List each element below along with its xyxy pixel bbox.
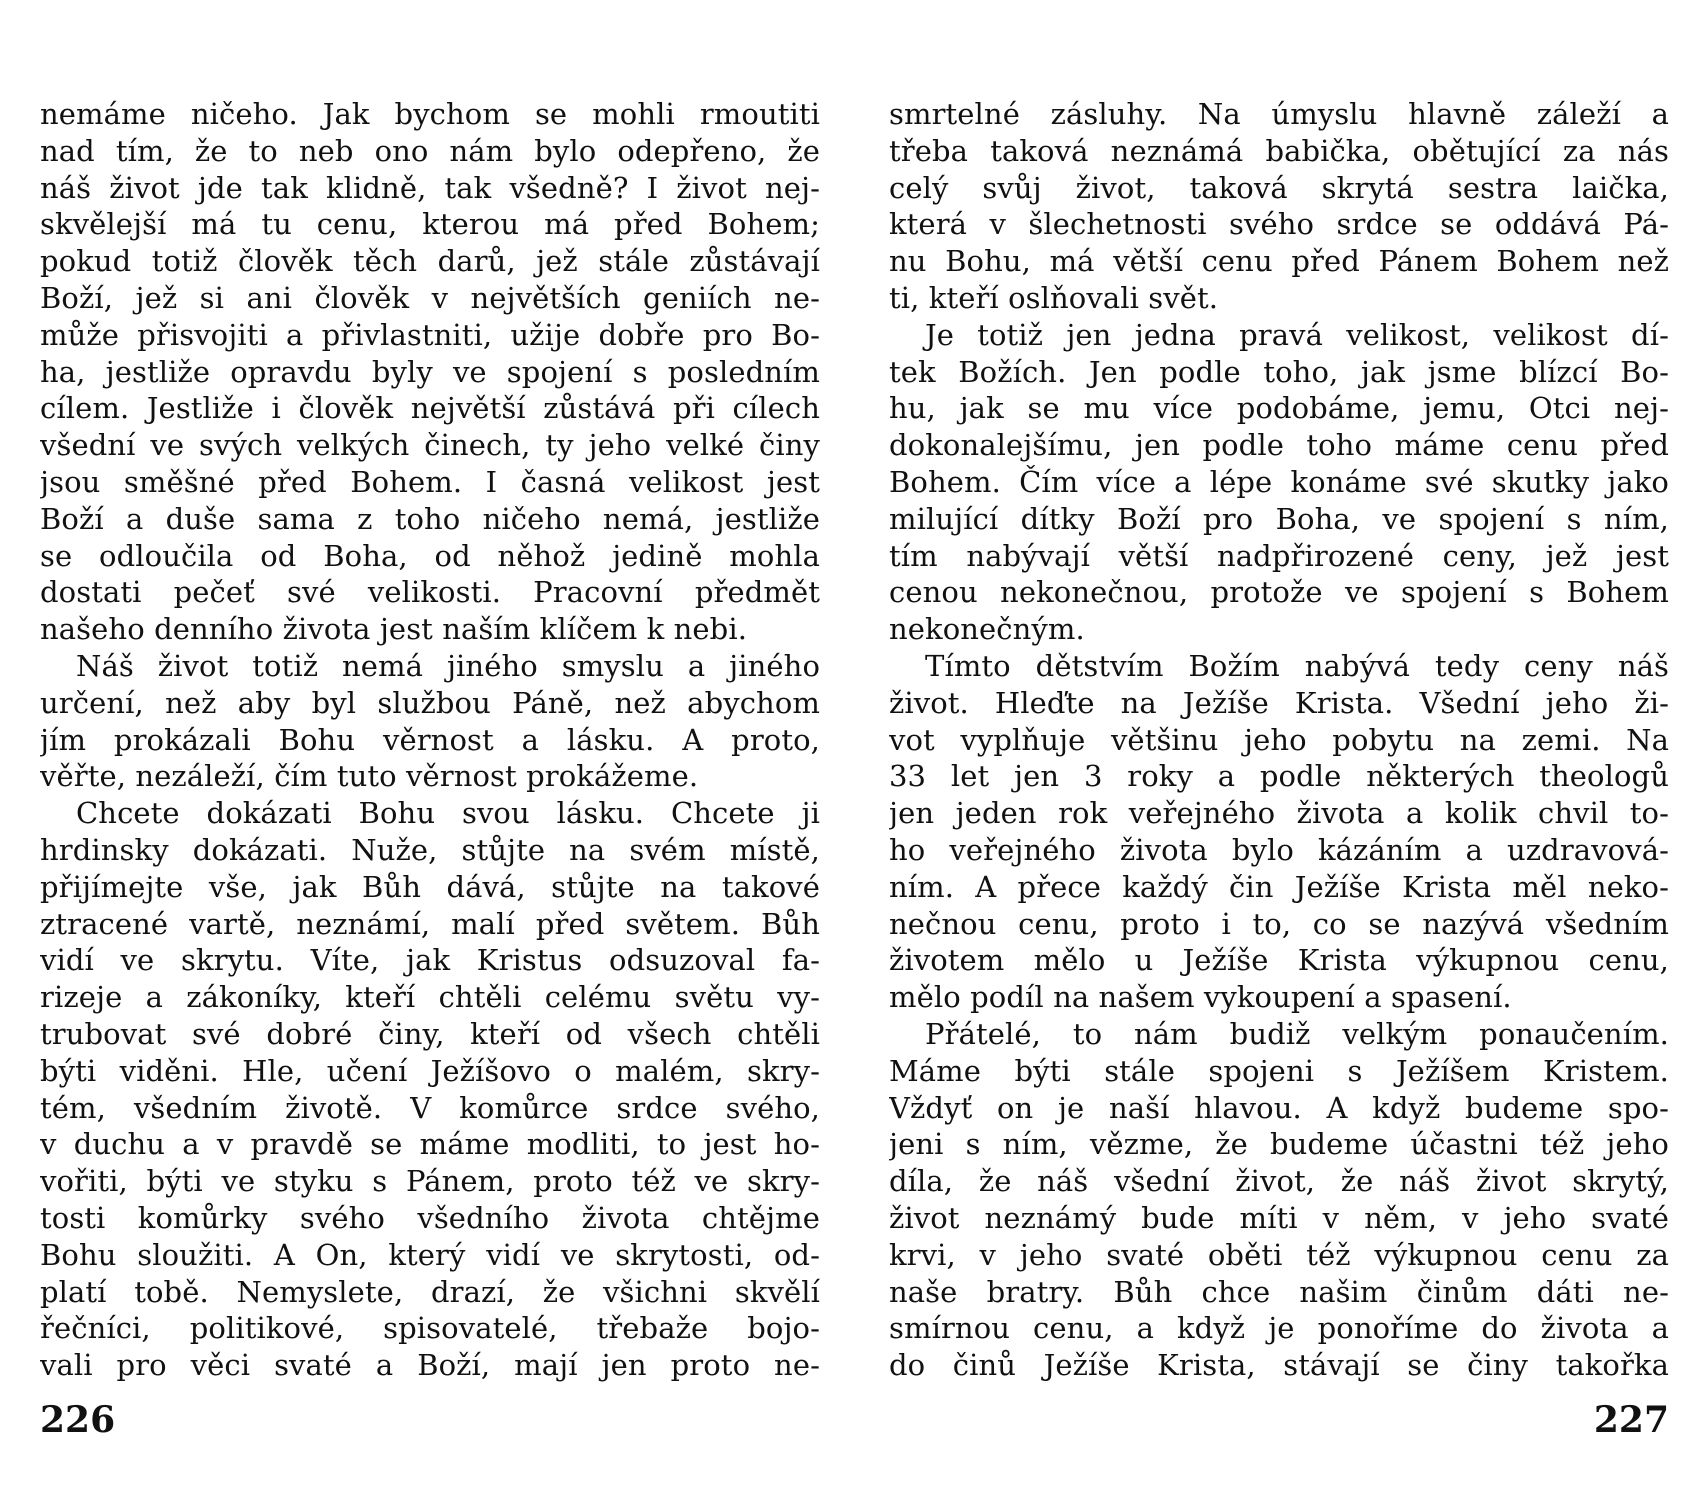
text-line: dostati pečeť své velikosti. Pracovní předmět: [40, 575, 820, 610]
text-line: jím prokázali Bohu věrnost a lásku. A proto,: [40, 722, 820, 757]
text-line: hrdinsky dokázati. Nuže, stůjte na svém místě,: [40, 833, 820, 867]
text-line: Bohem. Čím více a lépe konáme své skutky jako: [889, 465, 1669, 499]
text-line: skvělejší má tu cenu, kterou má před Bohem;: [40, 207, 820, 242]
text-line: Bohu sloužiti. A On, který vidí ve skrytosti, od-: [40, 1237, 820, 1272]
text-line: nu Bohu, má větší cenu před Pánem Bohem než: [889, 244, 1669, 279]
text-line: smrtelné zásluhy. Na úmyslu hlavně záleží a: [889, 97, 1669, 131]
text-line: Tímto dětstvím Božím nabývá tedy ceny náš: [925, 649, 1669, 683]
page-number-right: 227: [1593, 1399, 1669, 1441]
text-line: 33 let jen 3 roky a podle některých theologů: [889, 759, 1669, 794]
text-line: vot vyplňuje většinu jeho pobytu na zemi. Na: [889, 722, 1669, 757]
text-line: platí tobě. Nemyslete, drazí, že všichni skvělí: [40, 1274, 820, 1309]
right-page: [889, 96, 1669, 1486]
text-line: vali pro věci svaté a Boží, mají jen proto ne-: [40, 1348, 820, 1383]
text-line: může přisvojiti a přivlastniti, užije dobře pro Bo-: [40, 317, 820, 352]
right-page-text: [889, 96, 1669, 1406]
text-line: trubovat své dobré činy, kteří od všech chtěli: [40, 1017, 820, 1051]
text-line: dokonalejšímu, jen podle toho máme cenu před: [889, 428, 1669, 463]
text-line: Máme býti stále spojeni s Ježíšem Kristem.: [889, 1053, 1669, 1088]
text-line: ha, jestliže opravdu byly ve spojení s posledním: [40, 354, 820, 389]
text-line: naše bratry. Bůh chce našim činům dáti ne-: [889, 1274, 1669, 1309]
text-line: věřte, nezáleží, čím tuto věrnost prokážeme.: [40, 759, 699, 794]
text-line: jeni s ním, vězme, že budeme účastni též jeho: [889, 1127, 1669, 1162]
text-line: tek Božích. Jen podle toho, jak jsme blízcí Bo-: [889, 354, 1669, 389]
text-line: život neznámý bude míti v něm, v jeho svaté: [889, 1201, 1669, 1235]
text-line: náš život jde tak klidně, tak všedně? I život nej-: [40, 170, 820, 205]
text-line: rizeje a zákoníky, kteří chtěli celému světu vy-: [40, 980, 820, 1015]
page-number-left: 226: [40, 1399, 116, 1441]
text-line: Boží a duše sama z toho ničeho nemá, jestliže: [40, 501, 820, 536]
text-line: cenou nekonečnou, protože ve spojení s Bohem: [889, 575, 1669, 610]
text-line: díla, že náš všední život, že náš život skrytý,: [889, 1164, 1669, 1199]
text-line: se odloučila od Boha, od něhož jedině mohla: [40, 538, 820, 573]
text-line: hu, jak se mu více podobáme, jemu, Otci nej-: [889, 391, 1669, 426]
left-page: [40, 96, 820, 1486]
text-line: která v šlechetnosti svého srdce se oddává Pá-: [889, 207, 1669, 242]
text-line: celý svůj život, taková skrytá sestra laička,: [889, 170, 1669, 205]
text-line: býti viděni. Hle, učení Ježíšovo o malém, skry-: [40, 1053, 820, 1088]
text-line: našeho denního života jest naším klíčem k nebi.: [40, 612, 748, 647]
text-line: nad tím, že to neb ono nám bylo odepřeno, že: [40, 133, 820, 168]
text-line: Přátelé, to nám budiž velkým ponaučením.: [925, 1017, 1669, 1051]
text-line: pokud totiž člověk těch darů, jež stále zůstávají: [40, 244, 820, 279]
text-line: Vždyť on je naší hlavou. A když budeme spo-: [889, 1090, 1669, 1125]
text-line: tosti komůrky svého všedního života chtějme: [40, 1201, 820, 1235]
text-line: ho veřejného života bylo kázáním a uzdravová-: [889, 833, 1669, 867]
text-line: nemáme ničeho. Jak bychom se mohli rmoutiti: [40, 97, 820, 131]
text-line: třeba taková neznámá babička, obětující za nás: [889, 133, 1669, 168]
text-line: jsou směšné před Bohem. I časná velikost jest: [40, 465, 820, 499]
text-line: vořiti, býti ve styku s Pánem, proto též ve skry-: [40, 1164, 820, 1199]
text-line: milující dítky Boží pro Boha, ve spojení s ním,: [889, 501, 1669, 536]
text-line: mělo podíl na našem vykoupení a spasení.: [889, 980, 1512, 1015]
text-line: určení, než aby byl službou Páně, než abychom: [40, 685, 820, 720]
text-line: Chcete dokázati Bohu svou lásku. Chcete ji: [76, 796, 820, 831]
text-line: život. Hleďte na Ježíše Krista. Všední jeho ži-: [889, 685, 1669, 720]
text-line: ním. A přece každý čin Ježíše Krista měl neko-: [889, 869, 1669, 904]
text-line: nečnou cenu, proto i to, co se nazývá všedním: [889, 906, 1669, 941]
text-line: životem mělo u Ježíše Krista výkupnou cenu,: [889, 943, 1669, 978]
text-line: krvi, v jeho svaté oběti též výkupnou cenu za: [889, 1237, 1669, 1272]
text-line: vidí ve skrytu. Víte, jak Kristus odsuzoval fa-: [40, 943, 820, 978]
text-line: řečníci, politikové, spisovatelé, třebaže bojo-: [40, 1311, 820, 1346]
text-line: ti, kteří oslňovali svět.: [889, 281, 1219, 315]
text-line: přijímejte vše, jak Bůh dává, stůjte na takové: [40, 869, 820, 904]
text-line: jen jeden rok veřejného života a kolik chvil to-: [889, 796, 1669, 831]
text-line: nekonečným.: [889, 612, 1085, 647]
text-line: Je totiž jen jedna pravá velikost, velikost dí-: [925, 317, 1669, 352]
text-line: do činů Ježíše Krista, stávají se činy takořka: [889, 1348, 1669, 1383]
text-line: Boží, jež si ani člověk v největších geniích ne-: [40, 281, 820, 315]
text-line: ztracené vartě, neznámí, malí před světem. Bůh: [40, 906, 820, 941]
text-line: smírnou cenu, a když je ponoříme do života a: [889, 1311, 1669, 1346]
text-line: cílem. Jestliže i člověk největší zůstává při cílech: [40, 391, 820, 426]
text-line: tém, všedním životě. V komůrce srdce svého,: [40, 1090, 820, 1125]
left-page-text: [40, 96, 820, 1406]
text-line: všední ve svých velkých činech, ty jeho velké činy: [40, 428, 820, 463]
text-line: tím nabývají větší nadpřirozené ceny, jež jest: [889, 538, 1669, 573]
text-line: v duchu a v pravdě se máme modliti, to jest ho-: [40, 1127, 820, 1162]
text-line: Náš život totiž nemá jiného smyslu a jiného: [76, 649, 820, 683]
